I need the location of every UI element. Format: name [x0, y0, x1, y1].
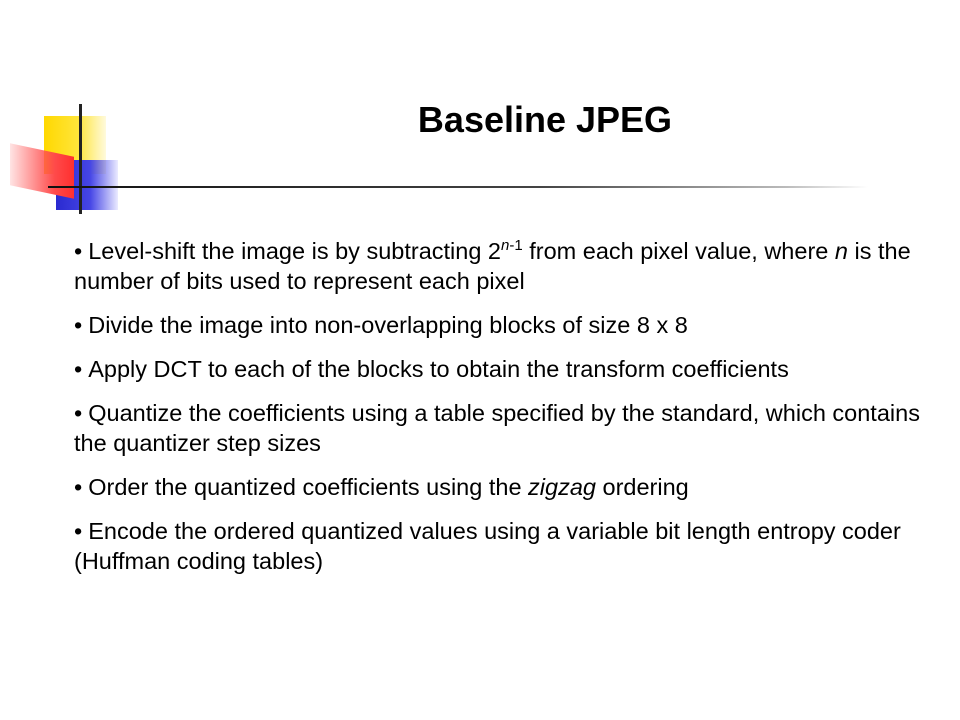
- bullet-text: n: [834, 238, 848, 264]
- bullet-item: [74, 516, 940, 576]
- bullet-text: Quantize the coefficients using a table specified by the standard, which contains the quantizer step sizes: [74, 400, 920, 456]
- bullet-item: [74, 398, 940, 458]
- bullet-list: [74, 236, 940, 590]
- bullet-text: Level-shift the image is by subtracting 2: [88, 238, 501, 264]
- bullet-marker: •: [74, 474, 83, 500]
- bullet-marker: •: [74, 356, 83, 382]
- bullet-marker: •: [74, 400, 83, 426]
- bullet-text: Divide the image into non-overlapping blocks of size 8 x 8: [88, 312, 688, 338]
- bullet-marker: •: [74, 518, 83, 544]
- bullet-text: from each pixel value, where: [522, 238, 835, 264]
- bullet-text: is the number of bits used to represent each pixel: [74, 238, 911, 294]
- bullet-marker: •: [74, 238, 83, 264]
- bullet-item: [74, 472, 940, 502]
- title-underline-rule: [48, 186, 868, 188]
- bullet-item: [74, 236, 940, 296]
- decorative-squares-logo: [0, 0, 220, 230]
- bullet-text: zigzag: [528, 474, 596, 500]
- bullet-text: Order the quantized coefficients using the: [88, 474, 529, 500]
- bullet-item: [74, 310, 940, 340]
- bullet-marker: •: [74, 312, 83, 338]
- bullet-item: [74, 354, 940, 384]
- bullet-text: n-1: [501, 237, 523, 254]
- vertical-rule: [79, 104, 82, 214]
- slide-title: Baseline JPEG: [417, 99, 673, 140]
- bullet-text: ordering: [595, 474, 689, 500]
- bullet-text: Encode the ordered quantized values using a variable bit length entropy coder (Huffman coding tables): [74, 518, 901, 574]
- bullet-text: Apply DCT to each of the blocks to obtain the transform coefficients: [88, 356, 789, 382]
